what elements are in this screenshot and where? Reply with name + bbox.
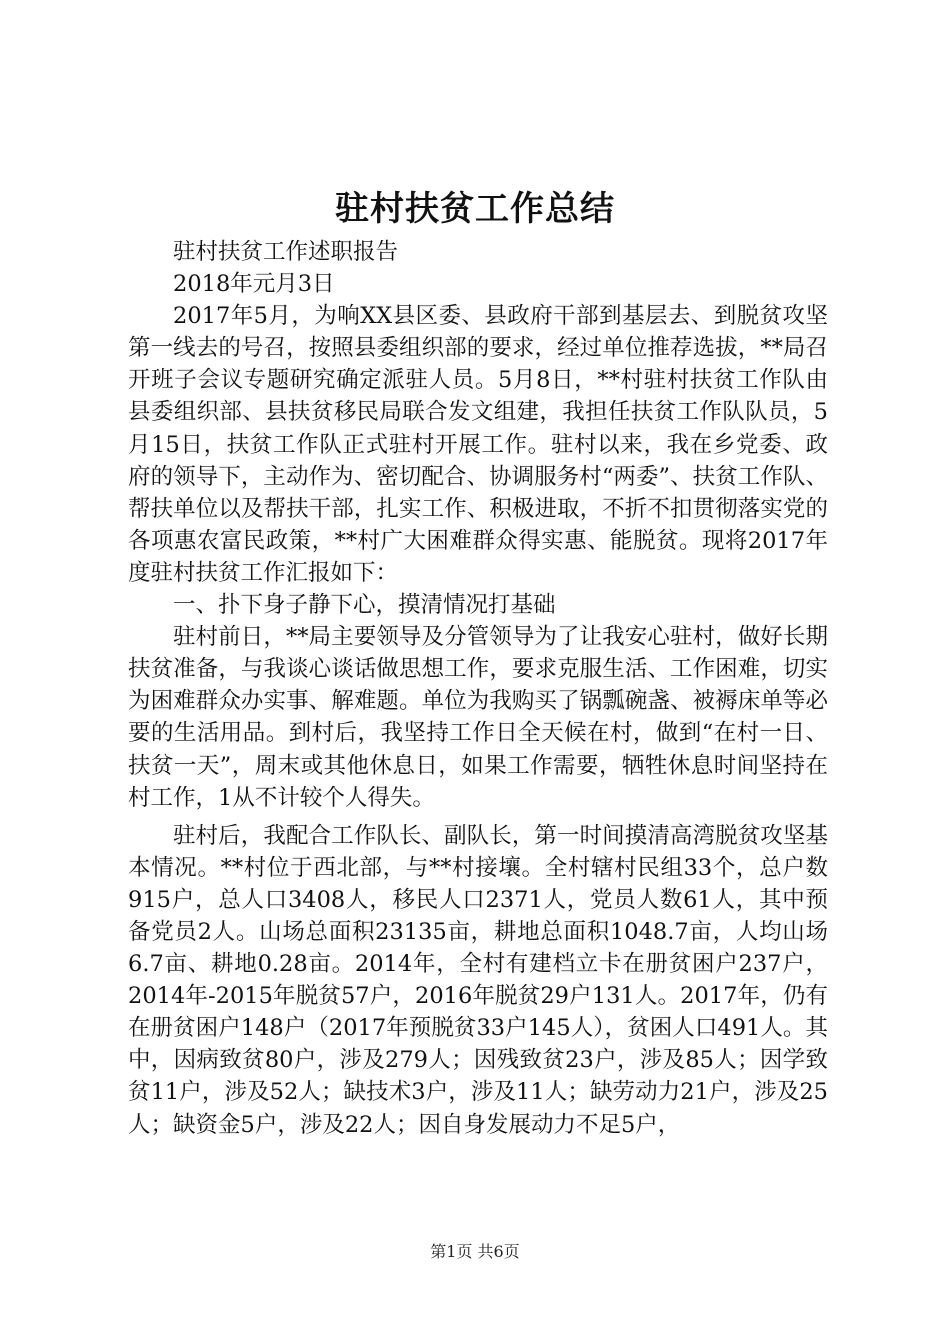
section-1-paragraph-2: 驻村后，我配合工作队长、副队长，第一时间摸清高湾脱贫攻坚基本情况。**村位于西北部，与**村接壤。全村辖村民组33个，总户数915户，总人口3408人，移民人口2371人，党员人数61人，其中预备党员2人。山场总面积23135亩，耕地总面积1048.7亩，人均山场6.7亩、耕地0.28亩。2014年，全村有建档立卡在册贫困户237户，2014年-2015年脱贫57户，2016年脱贫29户131人。2017年，仍有在册贫困户148户（2017年预脱贫33户145人），贫困人口491人。其中，因病致贫80户，涉及279人；因残致贫23户，涉及85人；因学致贫11户，涉及52人；缺技术3户，涉及11人；缺劳动力21户，涉及25人；缺资金5户，涉及22人；因自身发展动力不足5户， bbox=[128, 822, 828, 1138]
section-1-paragraph-1: 驻村前日，**局主要领导及分管领导为了让我安心驻村，做好长期扶贫准备，与我谈心谈话做思想工作，要求克服生活、工作困难，切实为困难群众办实事、解难题。单位为我购买了锅瓢碗盏、被褥床单等必要的生活用品。到村后，我坚持工作日全天候在村，做到“在村一日、扶贫一天”，周末或其他休息日，如果工作需要，牺牲休息时间坚持在村工作，1从不计较个人得失。 bbox=[128, 624, 828, 811]
report-date: 2018年元月3日 bbox=[173, 271, 335, 298]
report-subtitle: 驻村扶贫工作述职报告 bbox=[173, 239, 399, 265]
document-body bbox=[128, 236, 828, 1141]
section-heading-1: 一、扑下身子静下心，摸清情况打基础 bbox=[173, 592, 556, 619]
document-title: 驻村扶贫工作总结 bbox=[335, 189, 615, 229]
page-number-footer: 第1页 共6页 bbox=[430, 1242, 520, 1261]
intro-paragraph: 2017年5月，为响XX县区委、县政府干部到基层去、到脱贫攻坚第一线去的号召，按照县委组织部的要求，经过单位推荐选拔，**局召开班子会议专题研究确定派驻人员。5月8日，**村驻村扶贫工作队由县委组织部、县扶贫移民局联合发文组建，我担任扶贫工作队队员，5月15日，扶贫工作队正式驻村开展工作。驻村以来，我在乡党委、政府的领导下，主动作为、密切配合、协调服务村“两委”、扶贫工作队、帮扶单位以及帮扶干部，扎实工作、积极进取，不折不扣贯彻落实党的各项惠农富民政策，**村广大困难群众得实惠、能脱贫。现将2017年度驻村扶贫工作汇报如下： bbox=[128, 303, 828, 586]
